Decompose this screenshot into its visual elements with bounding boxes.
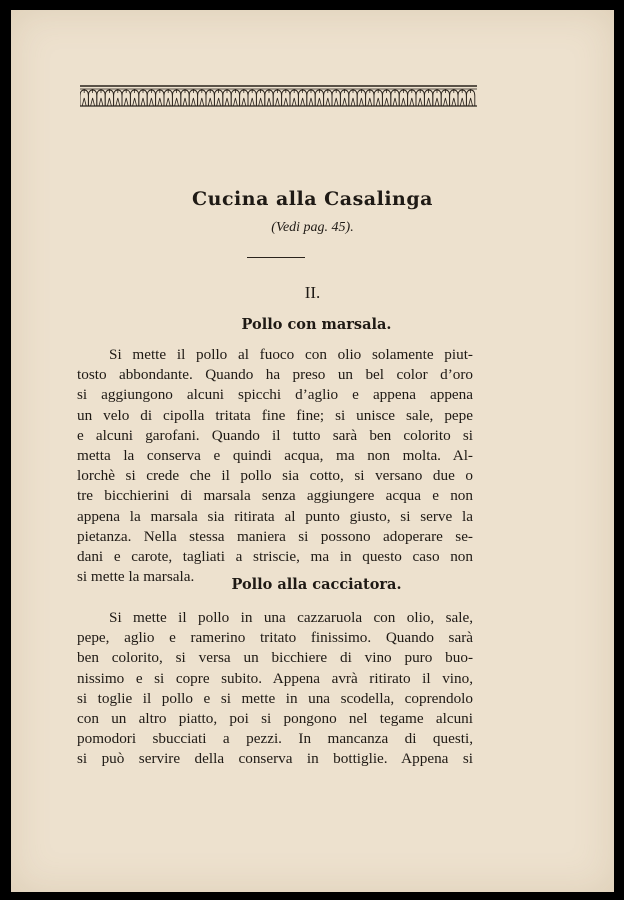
recipe-title: Pollo con marsala. [241,316,392,333]
text-line: si toglie il pollo e si mette in una scodella, coprendolo [77,689,473,707]
text-line: dani e carote, tagliati a striscie, ma in questo caso non [77,547,473,565]
divider-rule [247,257,305,258]
text-line: pietanza. Nella stessa maniera si possono adoperare se- [77,527,473,545]
text-line: Si mette il pollo al fuoco con olio solamente piut- [109,346,473,363]
text-line: tre bicchierini di marsala senza aggiungere acqua e non [77,487,473,505]
text-line: Si mette il pollo in una cazzaruola con olio, sale, [109,609,473,626]
text-line: nissimo e si copre subito. Appena avrà ritirato il vino, [77,669,473,687]
text-line: si mette la marsala. [77,568,195,586]
text-line: ben colorito, si versa un bicchiere di vino puro buo- [77,649,473,667]
chapter-title: Cucina alla Casalinga [192,188,433,210]
text-line: pepe, aglio e ramerino tritato finissimo. Quando sarà [77,629,473,647]
book-page [11,10,614,892]
text-line: con un altro piatto, poi si pongono nel tegame alcuni [77,709,473,727]
recipe-title: Pollo alla cacciatora. [231,576,402,593]
recipe-text [77,345,473,587]
section-number: II. [304,283,321,302]
text-line: tosto abbondante. Quando ha preso un bel color d’oro [77,366,473,384]
recipe-text [77,608,473,770]
page-reference: (Vedi pag. 45). [271,220,354,235]
decorative-border-ornament [80,84,477,110]
text-line: si aggiungono alcuni spicchi d’aglio e appena appena [77,386,473,404]
text-line: e alcuni garofani. Quando il tutto sarà ben colorito si [77,426,473,444]
text-line: appena la marsala sia ritirata al punto giusto, si serve la [77,507,473,525]
text-line: un velo di cipolla tritata fine fine; si unisce sale, pepe [77,406,473,424]
text-line: pomodori sbucciati a pezzi. In mancanza di questi, [77,730,473,748]
text-line: lorchè si crede che il pollo sia cotto, si versano due o [77,467,473,485]
text-line: si può servire della conserva in bottiglie. Appena si [77,750,473,768]
text-line: metta la conserva e quindi acqua, ma non molta. Al- [77,446,473,464]
